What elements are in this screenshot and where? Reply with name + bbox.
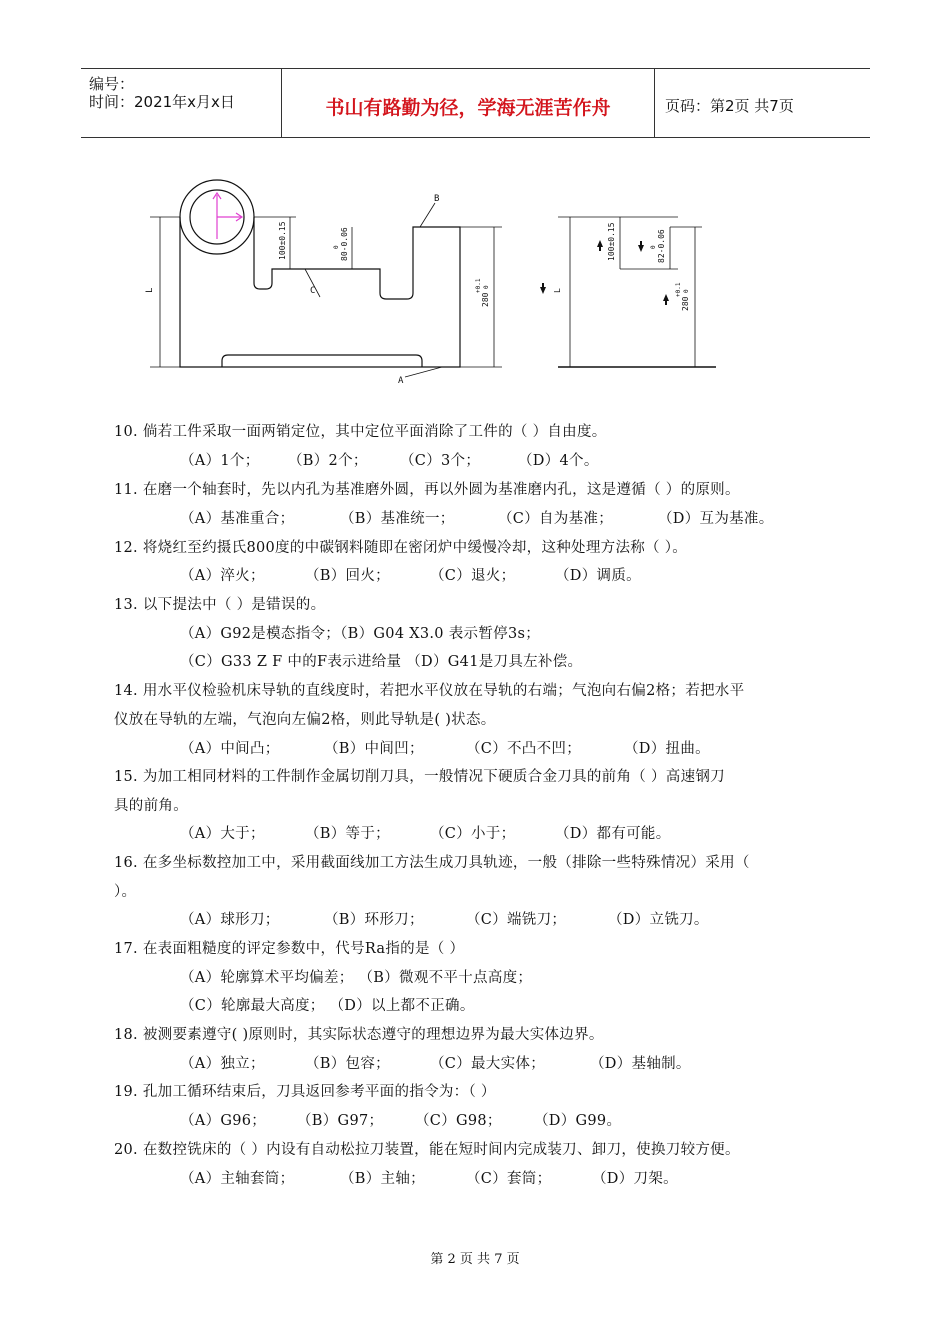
question-16-options [180, 908, 709, 929]
question-16: 16. 在多坐标数控加工中，采用截面线加工方法生成刀具轨迹，一般（排除一些特殊情况）采用（ [114, 855, 750, 871]
dim-280-right-sub: 0 [683, 289, 690, 293]
option-c: （C）自为基准； [498, 511, 613, 527]
header-page-number: 页码：第2页 共7页 [665, 97, 794, 115]
option-b: （B）等于； [305, 826, 390, 842]
document-date-label: 时间：2021年x月x日 [89, 93, 235, 111]
question-17: 17. 在表面粗糙度的评定参数中，代号Ra指的是（ ） [114, 941, 465, 957]
option-d: （D）调质。 [555, 568, 641, 584]
part-outline [180, 217, 460, 367]
dim-280-left-sup: +0.1 [475, 278, 482, 293]
option-c: （C）G98； [415, 1113, 502, 1129]
question-10-options [180, 449, 599, 470]
option-b: （B）2个； [288, 453, 368, 469]
option-a: （A）淬火； [180, 568, 265, 584]
question-19-options [180, 1109, 621, 1130]
option-a: （A）大于； [180, 826, 265, 842]
question-11: 11. 在磨一个轴套时，先以内孔为基准磨外圆，再以外圆为基准磨内孔，这是遵循（ ）的原则。 [114, 482, 740, 498]
dim-100-right: 100±0.15 [607, 222, 616, 261]
document-number-label: 编号： [89, 75, 135, 93]
header-page-cell [655, 69, 870, 137]
option-c: （C）小于； [430, 826, 516, 842]
option-c: （C）端铣刀； [466, 912, 567, 928]
dim-82-right-sup: 0 [650, 245, 657, 249]
header-info-cell [81, 69, 282, 137]
technical-drawing [130, 165, 730, 395]
question-13-options-line1: （A）G92是模态指令；（B）G04 X3.0 表示暂停3s； [180, 626, 541, 642]
question-20-options [180, 1167, 678, 1188]
option-d: （D）4个。 [518, 453, 599, 469]
option-d: （D）互为基准。 [658, 511, 774, 527]
question-13-options-line2: （C）G33 Z F 中的F表示进给量 （D）G41是刀具左补偿。 [180, 654, 583, 670]
dim-80-left: 80-0.06 [340, 227, 349, 261]
question-11-options [180, 507, 774, 528]
option-d: （D）扭曲。 [624, 741, 710, 757]
question-17-options-line2: （C）轮廓最大高度； （D）以上都不正确。 [180, 998, 475, 1014]
label-c: C [310, 286, 316, 296]
option-a: （A）球形刀； [180, 912, 280, 928]
question-15-options [180, 822, 671, 843]
dim-100-left: 100±0.15 [278, 221, 287, 260]
option-d: （D）基轴制。 [590, 1056, 691, 1072]
option-b: （B）主轴； [340, 1171, 425, 1187]
header-motto: 书山有路勤为径，学海无涯苦作舟 [325, 97, 611, 119]
option-c: （C）退火； [430, 568, 516, 584]
question-14: 14. 用水平仪检验机床导轨的直线度时，若把水平仪放在导轨的右端；气泡向右偏2格；若把水平 [114, 683, 745, 699]
question-14-continuation: 仪放在导轨的左端，气泡向左偏2格，则此导轨是( )状态。 [114, 712, 496, 728]
option-a: （A）基准重合； [180, 511, 295, 527]
option-b: （B）中间凹； [324, 741, 424, 757]
dim-280-left-sub: 0 [483, 285, 490, 289]
dim-280-left: 280 [481, 292, 490, 307]
option-d: （D）立铣刀。 [608, 912, 709, 928]
question-19: 19. 孔加工循环结束后，刀具返回参考平面的指令为：（ ） [114, 1084, 496, 1100]
header-motto-cell [282, 69, 655, 137]
dim-82-right: 82-0.06 [657, 229, 666, 263]
label-l-right: L [553, 288, 562, 293]
dim-80-left-sup: 0 [333, 245, 340, 249]
question-12-options [180, 564, 641, 585]
dim-280-right: 280 [681, 296, 690, 311]
page-header [81, 68, 870, 138]
label-l-left: L [145, 287, 155, 293]
option-a: （A）中间凸； [180, 741, 280, 757]
label-b: B [434, 194, 440, 204]
option-b: （B）环形刀； [324, 912, 424, 928]
page-footer: 第 2 页 共 7 页 [430, 1252, 520, 1267]
option-c: （C）3个； [400, 453, 481, 469]
question-18: 18. 被测要素遵守( )原则时，其实际状态遵守的理想边界为最大实体边界。 [114, 1027, 604, 1043]
option-d: （D）G99。 [534, 1113, 622, 1129]
option-a: （A）G96； [180, 1113, 267, 1129]
question-20: 20. 在数控铣床的（ ）内设有自动松拉刀装置，能在短时间内完成装刀、卸刀，使换刀较方便。 [114, 1142, 740, 1158]
option-b: （B）基准统一； [340, 511, 455, 527]
question-17-options-line1: （A）轮廓算术平均偏差； （B）微观不平十点高度； [180, 970, 533, 986]
option-c: （C）套筒； [466, 1171, 552, 1187]
option-a: （A）独立； [180, 1056, 265, 1072]
option-c: （C）最大实体； [430, 1056, 545, 1072]
option-c: （C）不凸不凹； [466, 741, 581, 757]
question-13: 13. 以下提法中（ ）是错误的。 [114, 597, 326, 613]
option-d: （D）都有可能。 [555, 826, 671, 842]
option-d: （D）刀架。 [592, 1171, 678, 1187]
option-b: （B）包容； [305, 1056, 390, 1072]
option-a: （A）主轴套筒； [180, 1171, 295, 1187]
question-10: 10. 倘若工件采取一面两销定位，其中定位平面消除了工件的（ ）自由度。 [114, 424, 607, 440]
label-a: A [398, 376, 404, 386]
question-15: 15. 为加工相同材料的工件制作金属切削刀具，一般情况下硬质合金刀具的前角（ ）高速钢刀 [114, 769, 725, 785]
option-a: （A）1个； [180, 453, 260, 469]
question-16-continuation: ）。 [114, 884, 137, 900]
question-18-options [180, 1052, 691, 1073]
question-15-continuation: 具的前角。 [114, 798, 188, 814]
option-b: （B）回火； [305, 568, 390, 584]
dim-280-right-sup: +0.1 [675, 282, 682, 297]
question-14-options [180, 737, 710, 758]
option-b: （B）G97； [297, 1113, 384, 1129]
question-12: 12. 将烧红至约摄氏800度的中碳钢料随即在密闭炉中缓慢冷却，这种处理方法称（ ）。 [114, 540, 688, 556]
